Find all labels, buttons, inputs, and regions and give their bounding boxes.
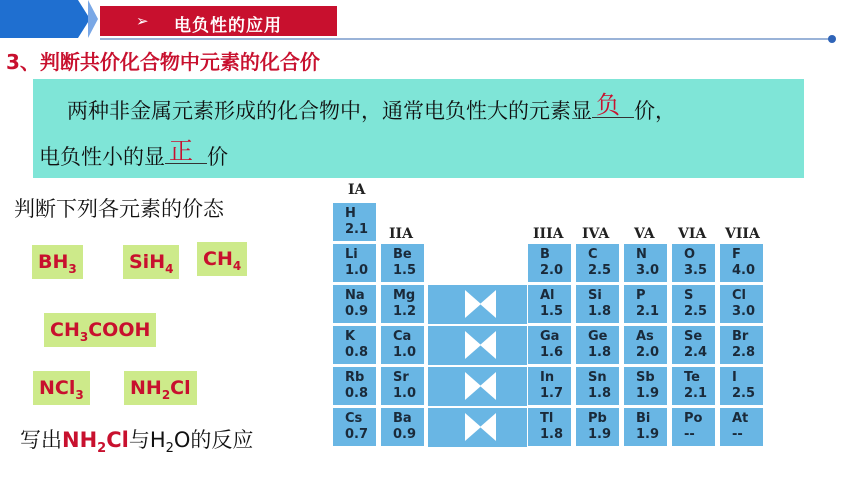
- arrow-icon: ➢: [136, 12, 149, 30]
- element-symbol: Ba: [393, 411, 412, 426]
- element-symbol: I: [732, 370, 737, 385]
- element-cell-al: [527, 284, 572, 324]
- element-cell-k: [332, 325, 377, 365]
- element-cell-f: [719, 243, 764, 283]
- element-symbol: Na: [345, 288, 365, 303]
- element-cell-cs: [332, 407, 377, 447]
- element-symbol: Br: [732, 329, 749, 344]
- table-break-notch: [480, 372, 496, 400]
- element-symbol: K: [345, 329, 356, 344]
- element-electronegativity: 2.1: [345, 222, 369, 237]
- element-symbol: Pb: [588, 411, 607, 426]
- element-cell-ga: [527, 325, 572, 365]
- compound-nh2cl: $NH_2Cl$: [124, 371, 197, 405]
- element-cell-si: [575, 284, 620, 324]
- element-symbol: Sn: [588, 370, 607, 385]
- group-label-iva: IVA: [582, 226, 610, 242]
- element-electronegativity: 1.5: [393, 263, 417, 278]
- element-electronegativity: 0.7: [345, 427, 369, 442]
- element-symbol: P: [636, 288, 646, 303]
- element-electronegativity: 3.0: [636, 263, 660, 278]
- group-label-va: VA: [634, 226, 655, 242]
- header-divider: [100, 38, 832, 40]
- group-label-iia: IIA: [389, 226, 413, 242]
- element-cell-in: [527, 366, 572, 406]
- rule-line-1-post: 价，: [634, 99, 676, 123]
- group-label-viia: VIIA: [725, 226, 760, 242]
- element-symbol: As: [636, 329, 654, 344]
- element-symbol: Te: [684, 370, 700, 385]
- element-symbol: Ge: [588, 329, 608, 344]
- element-cell-as: [623, 325, 668, 365]
- element-electronegativity: 1.8: [588, 386, 612, 401]
- element-cell-po: [671, 407, 716, 447]
- element-cell-te: [671, 366, 716, 406]
- element-symbol: Sb: [636, 370, 655, 385]
- header-title: 电负性的应用: [174, 16, 282, 36]
- element-symbol: Li: [345, 247, 358, 262]
- group-label-ia: IA: [348, 182, 366, 198]
- element-electronegativity: 2.1: [684, 386, 708, 401]
- element-cell-se: [671, 325, 716, 365]
- element-cell-br: [719, 325, 764, 365]
- element-cell-sn: [575, 366, 620, 406]
- element-electronegativity: 1.2: [393, 304, 417, 319]
- element-electronegativity: 1.0: [393, 345, 417, 360]
- element-electronegativity: 3.5: [684, 263, 708, 278]
- element-cell-cl: [719, 284, 764, 324]
- element-electronegativity: 2.5: [684, 304, 708, 319]
- answer-2: 正: [169, 137, 193, 165]
- write-reaction-prompt: 写出$NH_2Cl$与$H_2O$的反应: [20, 428, 254, 457]
- group-label-iiia: IIIA: [533, 226, 564, 242]
- element-symbol: H: [345, 206, 356, 221]
- element-electronegativity: 1.8: [540, 427, 564, 442]
- element-electronegativity: 1.5: [540, 304, 564, 319]
- element-cell-o: [671, 243, 716, 283]
- element-cell-ca: [380, 325, 425, 365]
- table-break-notch: [465, 413, 481, 441]
- element-electronegativity: 2.5: [588, 263, 612, 278]
- element-cell-ge: [575, 325, 620, 365]
- element-symbol: F: [732, 247, 741, 262]
- element-electronegativity: 1.6: [540, 345, 564, 360]
- element-symbol: At: [732, 411, 749, 426]
- element-cell-bi: [623, 407, 668, 447]
- element-cell-ba: [380, 407, 425, 447]
- element-electronegativity: 1.8: [588, 345, 612, 360]
- element-symbol: Ga: [540, 329, 560, 344]
- element-electronegativity: 0.9: [345, 304, 369, 319]
- element-symbol: O: [684, 247, 696, 262]
- header-dot: [828, 35, 836, 43]
- element-cell-n: [623, 243, 668, 283]
- element-electronegativity: 2.0: [540, 263, 564, 278]
- answer-blank-1: [592, 91, 634, 119]
- element-cell-at: [719, 407, 764, 447]
- element-cell-be: [380, 243, 425, 283]
- answer-1: 负: [596, 91, 620, 119]
- element-symbol: Cs: [345, 411, 363, 426]
- compound-ncl3: NCl$_3$: [33, 371, 90, 405]
- element-symbol: Se: [684, 329, 703, 344]
- element-cell-b: [527, 243, 572, 283]
- rule-line-1: [67, 91, 676, 125]
- element-cell-h: [332, 202, 377, 242]
- table-break-notch: [465, 290, 481, 318]
- element-cell-pb: [575, 407, 620, 447]
- element-cell-sb: [623, 366, 668, 406]
- element-symbol: Bi: [636, 411, 651, 426]
- header-chevron-2: [88, 0, 98, 38]
- rule-box: [33, 79, 804, 178]
- element-symbol: N: [636, 247, 647, 262]
- element-cell-tl: [527, 407, 572, 447]
- element-electronegativity: 0.9: [393, 427, 417, 442]
- element-symbol: Mg: [393, 288, 416, 303]
- table-break-notch: [480, 331, 496, 359]
- table-break-notch: [480, 290, 496, 318]
- rule-line-2-post: 价: [207, 145, 228, 169]
- element-cell-mg: [380, 284, 425, 324]
- compound-bh3: $BH_3$: [32, 245, 83, 279]
- element-cell-i: [719, 366, 764, 406]
- element-cell-na: [332, 284, 377, 324]
- element-symbol: C: [588, 247, 598, 262]
- element-symbol: Be: [393, 247, 412, 262]
- compound-sih4: SiH$_4$: [123, 245, 179, 279]
- compound-ch3cooh: $CH_3COOH$: [44, 313, 156, 347]
- compound-ch4: $CH_4$: [197, 242, 247, 276]
- element-cell-li: [332, 243, 377, 283]
- element-symbol: Tl: [540, 411, 554, 426]
- element-symbol: B: [540, 247, 550, 262]
- element-electronegativity: 2.1: [636, 304, 660, 319]
- element-electronegativity: 1.8: [588, 304, 612, 319]
- element-electronegativity: 3.0: [732, 304, 756, 319]
- table-break-notch: [465, 372, 481, 400]
- element-electronegativity: 0.8: [345, 345, 369, 360]
- header-title-bar: [100, 6, 337, 36]
- answer-blank-2: [165, 137, 207, 165]
- element-electronegativity: 2.8: [732, 345, 756, 360]
- element-cell-sr: [380, 366, 425, 406]
- element-symbol: Al: [540, 288, 555, 303]
- prompt-text: 判断下列各元素的价态: [14, 197, 224, 221]
- element-cell-c: [575, 243, 620, 283]
- element-electronegativity: 2.5: [732, 386, 756, 401]
- table-break-notch: [480, 413, 496, 441]
- element-symbol: In: [540, 370, 555, 385]
- section-title: 3、判断共价化合物中元素的化合价: [6, 50, 320, 74]
- element-symbol: Po: [684, 411, 703, 426]
- element-electronegativity: 4.0: [732, 263, 756, 278]
- element-electronegativity: 1.0: [345, 263, 369, 278]
- element-symbol: Cl: [732, 288, 746, 303]
- header-blue-band: [0, 0, 78, 38]
- element-electronegativity: 1.9: [588, 427, 612, 442]
- element-symbol: Ca: [393, 329, 412, 344]
- element-electronegativity: 1.7: [540, 386, 564, 401]
- element-electronegativity: 1.9: [636, 386, 660, 401]
- element-symbol: Rb: [345, 370, 365, 385]
- element-cell-rb: [332, 366, 377, 406]
- group-label-via: VIA: [678, 226, 707, 242]
- rule-line-2-pre: 电负性小的显: [39, 145, 165, 169]
- table-break-notch: [465, 331, 481, 359]
- element-electronegativity: 2.0: [636, 345, 660, 360]
- element-electronegativity: --: [684, 427, 695, 442]
- element-electronegativity: 2.4: [684, 345, 708, 360]
- element-electronegativity: --: [732, 427, 743, 442]
- element-cell-p: [623, 284, 668, 324]
- element-symbol: S: [684, 288, 694, 303]
- rule-line-1-pre: 两种非金属元素形成的化合物中，通常电负性大的元素显: [67, 99, 592, 123]
- element-electronegativity: 1.0: [393, 386, 417, 401]
- element-symbol: Si: [588, 288, 602, 303]
- rule-line-2: [39, 137, 228, 171]
- element-symbol: Sr: [393, 370, 409, 385]
- element-electronegativity: 1.9: [636, 427, 660, 442]
- element-electronegativity: 0.8: [345, 386, 369, 401]
- element-cell-s: [671, 284, 716, 324]
